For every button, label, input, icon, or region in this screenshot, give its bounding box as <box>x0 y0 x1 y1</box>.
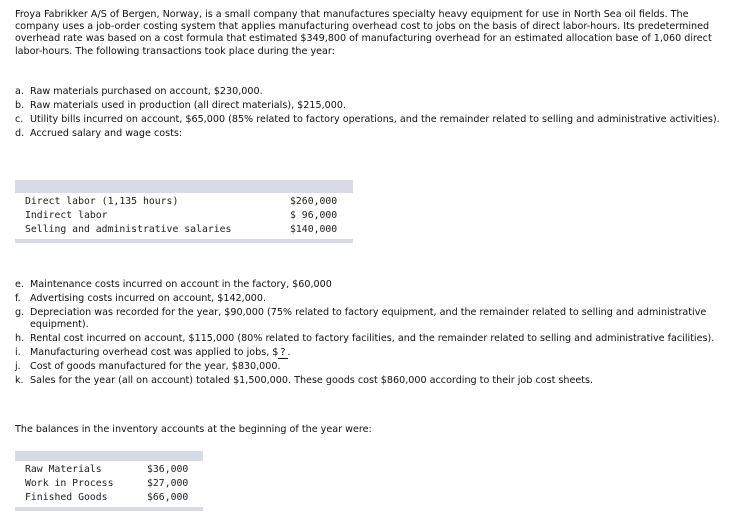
problem-intro: Froya Fabrikker A/S of Bergen, Norway, is a small company that manufactures specialty heavy equipment for use in North Sea oil fields. The company uses a job-order costing system that applies manufacturing overhead cost to jobs on the basis of direct labor-hours. Its predetermined overhead rate was based on a cost formula that estimated $349,800 of manufacturing overhead for an estimated allocation base of 1,060 direct labor-hours. The following transactions took place during the year: <box>15 9 712 57</box>
inventory-item: Raw Materials <box>25 464 102 475</box>
item-text: Raw materials used in production (all direct materials), $215,000. <box>30 100 346 111</box>
list-item <box>15 279 727 291</box>
item-text: Sales for the year (all on account) totaled $1,500,000. These goods cost $860,000 according to their job cost sheets. <box>30 375 594 386</box>
wage-item: Direct labor (1,135 hours) <box>25 196 179 207</box>
inventory-amount: $36,000 <box>147 464 189 475</box>
table-row <box>25 463 188 477</box>
item-label: g. <box>15 307 25 318</box>
list-item <box>15 86 727 98</box>
wage-amount: $260,000 <box>290 196 338 207</box>
inventory-item: Work in Process <box>25 478 114 489</box>
wage-cost-table <box>15 180 353 243</box>
wage-item: Selling and administrative salaries <box>25 224 232 235</box>
item-label: e. <box>15 279 24 290</box>
list-item <box>15 375 727 387</box>
table-row <box>25 491 188 505</box>
item-label: i. <box>15 347 21 358</box>
inventory-amount: $66,000 <box>147 492 189 503</box>
list-item <box>15 307 727 331</box>
transactions-list-a-d <box>15 86 727 142</box>
item-label: a. <box>15 86 24 97</box>
item-text: Rental cost incurred on account, $115,000 (80% related to factory facilities, and the remainder related to selling and administrative facilities). <box>30 333 715 344</box>
item-label: c. <box>15 114 24 125</box>
table-row <box>25 223 337 237</box>
answer-blank[interactable]: ? <box>280 347 286 358</box>
list-item <box>15 100 727 112</box>
list-item <box>15 347 727 359</box>
list-item <box>15 128 727 140</box>
item-text: Utility bills incurred on account, $65,000 (85% related to factory operations, and the remainder related to selling and administrative activities). <box>30 114 720 125</box>
table-header-bar <box>15 451 203 461</box>
wage-amount: $ 96,000 <box>290 210 338 221</box>
item-text: Raw materials purchased on account, $230,000. <box>30 86 263 97</box>
table-footer-bar <box>15 507 203 511</box>
item-label: k. <box>15 375 24 386</box>
item-label: h. <box>15 333 25 344</box>
list-item <box>15 114 727 126</box>
item-end: . <box>287 347 291 358</box>
wage-item: Indirect labor <box>25 210 108 221</box>
wage-amount: $140,000 <box>290 224 338 235</box>
item-text: Depreciation was recorded for the year, $90,000 (75% related to factory equipment, and the remainder related to selling and administrative equipment). <box>30 307 707 330</box>
table-row <box>25 477 188 491</box>
item-label: b. <box>15 100 25 111</box>
item-text: Advertising costs incurred on account, $142,000. <box>30 293 267 304</box>
transactions-list-e-k <box>15 279 727 389</box>
item-label: d. <box>15 128 25 139</box>
table-footer-bar <box>15 239 353 243</box>
table-row <box>25 195 337 209</box>
item-text: Manufacturing overhead cost was applied to jobs, $ <box>30 347 279 358</box>
item-text: Accrued salary and wage costs: <box>30 128 183 139</box>
list-item <box>15 293 727 305</box>
list-item <box>15 333 727 345</box>
item-text: Cost of goods manufactured for the year, $830,000. <box>30 361 281 372</box>
item-label: j. <box>15 361 21 372</box>
inventory-item: Finished Goods <box>25 492 108 503</box>
inventory-balance-table <box>15 451 203 511</box>
item-label: f. <box>15 293 21 304</box>
table-row <box>25 209 337 223</box>
inventory-amount: $27,000 <box>147 478 189 489</box>
balances-intro: The balances in the inventory accounts at the beginning of the year were: <box>15 424 372 435</box>
table-header-bar <box>15 180 353 193</box>
list-item <box>15 361 727 373</box>
item-text: Maintenance costs incurred on account in the factory, $60,000 <box>30 279 332 290</box>
